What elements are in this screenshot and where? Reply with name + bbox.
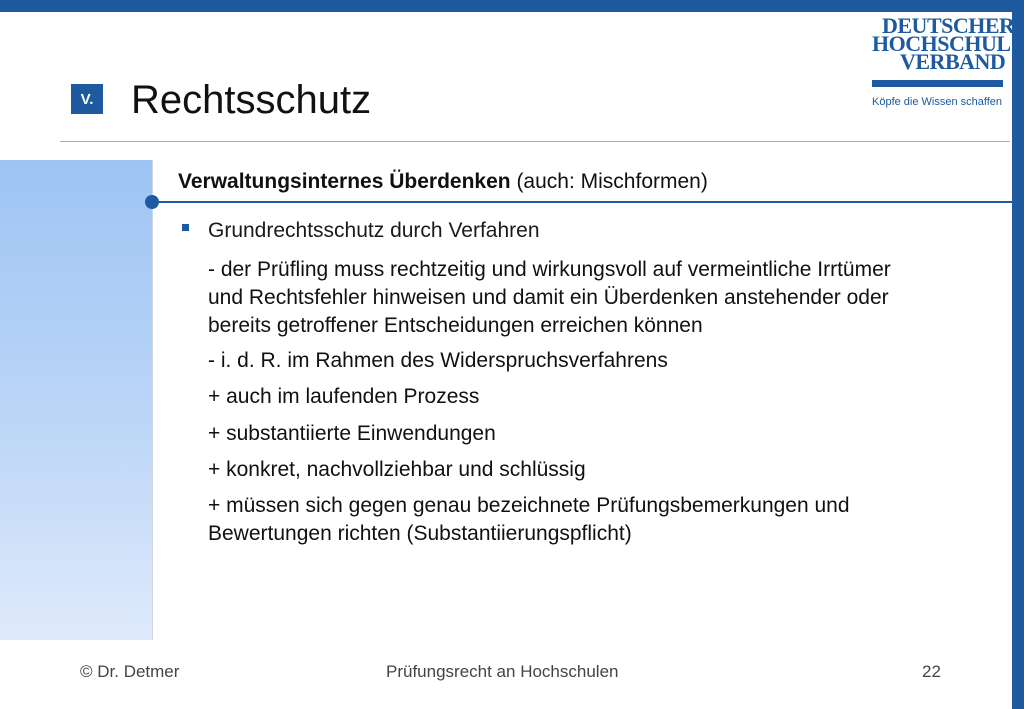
square-bullet-icon bbox=[182, 224, 189, 231]
body-line: bereits getroffener Entscheidungen erreichen können bbox=[208, 314, 703, 337]
body-line-3: + auch im laufenden Prozess bbox=[208, 385, 480, 408]
dhv-logo bbox=[872, 13, 1015, 116]
logo-text-line1: DEUTSCHER bbox=[882, 13, 1015, 38]
body-paragraph-6 bbox=[208, 492, 850, 548]
slide-title: Rechtsschutz bbox=[131, 78, 372, 122]
subheading-divider bbox=[152, 201, 1012, 203]
page-number: 22 bbox=[922, 662, 941, 681]
side-gradient-panel bbox=[0, 160, 153, 640]
subheading bbox=[178, 170, 708, 194]
bullet-item: Grundrechtsschutz durch Verfahren bbox=[208, 219, 540, 242]
footer-title: Prüfungsrecht an Hochschulen bbox=[386, 662, 619, 681]
body-line: Bewertungen richten (Substantiierungspflicht) bbox=[208, 522, 632, 545]
footer-author: © Dr. Detmer bbox=[80, 662, 180, 681]
subheading-bold: Verwaltungsinternes Überdenken bbox=[178, 170, 511, 193]
body-paragraph-1 bbox=[208, 256, 891, 340]
title-divider bbox=[60, 141, 1010, 142]
top-accent-bar bbox=[0, 0, 1024, 12]
body-line-5: + konkret, nachvollziehbar und schlüssig bbox=[208, 458, 586, 481]
subheading-normal: (auch: Mischformen) bbox=[510, 170, 708, 193]
logo-text-line3: VERBAND bbox=[900, 49, 1006, 74]
section-badge: V. bbox=[71, 84, 103, 114]
body-line: + müssen sich gegen genau bezeichnete Prüfungsbemerkungen und bbox=[208, 494, 850, 517]
body-line-2: - i. d. R. im Rahmen des Widerspruchsverfahrens bbox=[208, 349, 668, 372]
logo-tagline: Köpfe die Wissen schaffen bbox=[872, 96, 1003, 108]
right-accent-bar bbox=[1012, 0, 1024, 709]
body-line-4: + substantiierte Einwendungen bbox=[208, 422, 496, 445]
body-line: - der Prüfling muss rechtzeitig und wirkungsvoll auf vermeintliche Irrtümer bbox=[208, 258, 891, 281]
logo-rule bbox=[872, 80, 1003, 87]
logo-text-line2: HOCHSCHUL bbox=[872, 31, 1011, 56]
body-line: und Rechtsfehler hinweisen und damit ein Überdenken anstehender oder bbox=[208, 286, 889, 309]
divider-dot bbox=[145, 195, 159, 209]
